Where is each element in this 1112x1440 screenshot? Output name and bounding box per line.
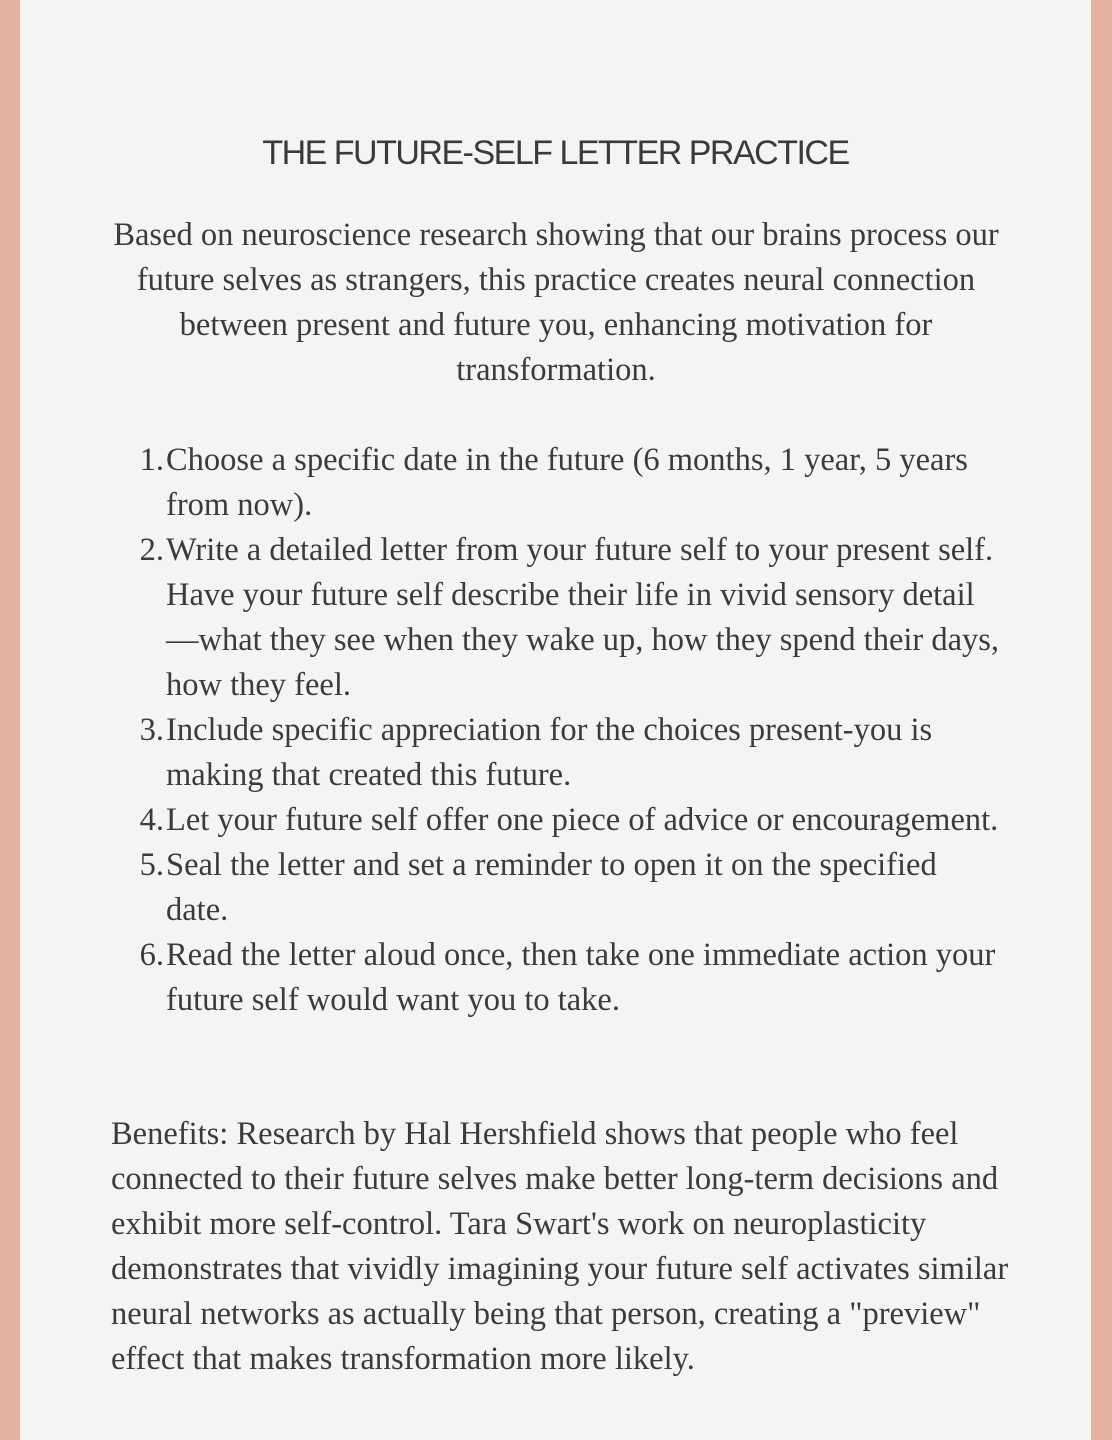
list-item [120, 438, 1000, 528]
step-text: Choose a specific date in the future (6 months, 1 year, 5 years from now). [166, 442, 968, 523]
step-text: Read the letter aloud once, then take one immediate action your future self would want you to take. [166, 937, 996, 1018]
benefits-paragraph: Benefits: Research by Hal Hershfield shows that people who feel connected to their future selves make better long-term decisions and exhibit more self-control. Tara Swart's work on neuroplasticity demonstrates that vividly imagining your future self activates similar neural networks as actually being that person, creating a "preview" effect that makes transformation more likely. [111, 1116, 1009, 1377]
step-number: 3. [139, 712, 164, 748]
step-number: 4. [139, 802, 164, 838]
list-item [120, 528, 1000, 708]
step-number: 6. [139, 937, 164, 973]
list-item [120, 843, 1000, 933]
list-item [120, 798, 1000, 843]
step-number: 5. [139, 847, 164, 883]
document-page [20, 0, 1091, 1440]
step-text: Seal the letter and set a reminder to open it on the specified date. [166, 847, 937, 928]
step-text: Write a detailed letter from your future self to your present self. Have your future self describe their life in vivid sensory detail—what they see when they wake up, how they spend their days, how they feel. [166, 532, 1000, 703]
list-item [120, 708, 1000, 798]
step-number: 2. [139, 532, 164, 568]
step-text: Include specific appreciation for the choices present-you is making that created this future. [166, 712, 933, 793]
intro-paragraph: Based on neuroscience research showing that our brains process our future selves as strangers, this practice creates neural connection between present and future you, enhancing motivation for transformation. [113, 217, 999, 388]
list-item [120, 933, 1000, 1023]
steps-list [120, 438, 1000, 1023]
page-title: THE FUTURE-SELF LETTER PRACTICE [262, 133, 849, 172]
step-text: Let your future self offer one piece of advice or encouragement. [166, 802, 999, 838]
step-number: 1. [139, 442, 164, 478]
